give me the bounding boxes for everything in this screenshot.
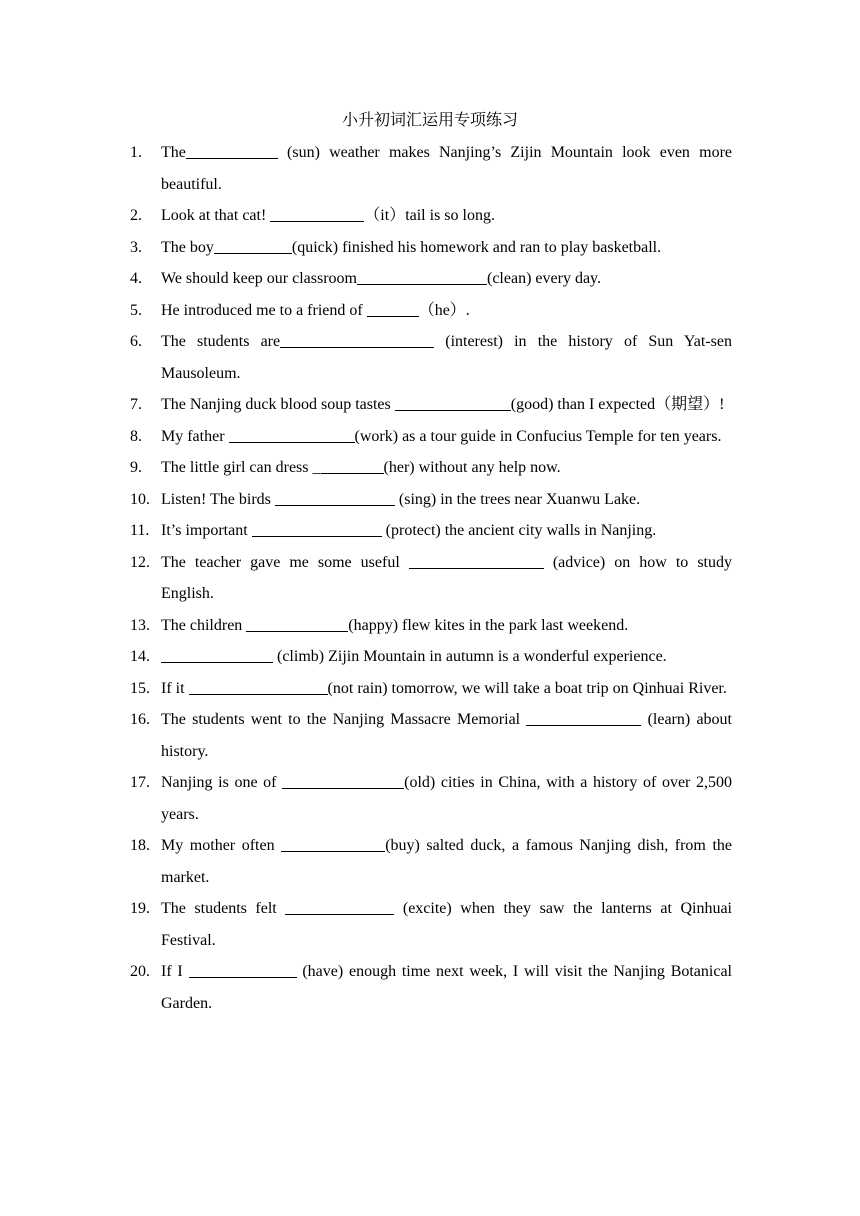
answer-blank: [275, 488, 395, 506]
item-text-before: Nanjing is one of: [161, 774, 283, 791]
item-number: 14.: [130, 648, 150, 665]
item-text-before: We should keep our classroom: [161, 270, 357, 287]
item-text-after: (excite) when they saw the lanterns at Qinhuai Festival.: [161, 900, 732, 949]
item-text-after: (clean) every day.: [487, 270, 601, 287]
exercise-item-18: [0, 830, 732, 893]
exercise-item-7: [0, 389, 732, 421]
answer-blank: [214, 236, 292, 254]
exercise-item-1: [0, 137, 732, 200]
exercise-item-6: [0, 326, 732, 389]
item-number: 13.: [130, 616, 150, 634]
item-text-after: （it）tail is so long.: [364, 207, 495, 224]
item-text-before: Look at that cat!: [161, 207, 271, 224]
item-text-after: （he）.: [418, 301, 470, 319]
item-number: 11.: [130, 522, 150, 539]
item-text-before: The little girl can dress _: [161, 459, 321, 476]
item-number: 2.: [130, 207, 142, 224]
page-title: 小升初词汇运用专项练习: [341, 110, 518, 129]
exercise-item-17: [0, 767, 732, 830]
item-text-before: The students went to the Nanjing Massacre Memorial: [161, 711, 527, 728]
item-number: 10.: [130, 490, 150, 508]
answer-blank: [229, 425, 355, 443]
item-text-before: The students felt: [161, 900, 286, 917]
item-text-before: He introduced me to a friend of: [161, 301, 367, 319]
item-text-after: (interest) in the history of Sun Yat-sen Mausoleum.: [161, 333, 732, 382]
item-text-after: (good) than I expected（期望）!: [510, 396, 725, 413]
item-number: 18.: [130, 837, 150, 854]
answer-blank: [189, 960, 297, 978]
item-text-before: My mother often: [161, 837, 282, 854]
exercise-item-12: [0, 547, 732, 610]
item-text-after: (her) without any help now.: [383, 459, 561, 476]
item-text-before: The children: [161, 616, 247, 634]
item-number: 17.: [130, 774, 150, 791]
answer-blank: [395, 393, 511, 411]
answer-blank: [285, 897, 394, 915]
item-text-after: (protect) the ancient city walls in Nanjing.: [381, 522, 657, 539]
item-text-before: The students are: [161, 333, 281, 350]
answer-blank: [357, 267, 487, 285]
exercise-item-16: [0, 704, 732, 767]
item-text-before: The Nanjing duck blood soup tastes: [161, 396, 395, 413]
item-text-before: If it: [161, 679, 189, 697]
answer-blank: [189, 677, 328, 695]
item-text-after: (have) enough time next week, I will visit the Nanjing Botanical Garden.: [161, 963, 733, 1012]
item-number: 12.: [130, 553, 150, 571]
answer-blank: [186, 141, 278, 159]
answer-blank: [246, 614, 348, 632]
answer-blank: [526, 708, 641, 726]
item-number: 5.: [130, 301, 142, 319]
item-number: 3.: [130, 238, 142, 256]
item-text-after: (happy) flew kites in the park last weekend.: [348, 616, 629, 634]
answer-blank: [282, 771, 404, 789]
item-text-after: (sun) weather makes Nanjing’s Zijin Mountain look even more beautiful.: [161, 144, 732, 193]
exercise-item-8: [0, 421, 732, 453]
item-number: 1.: [130, 144, 142, 161]
exercise-item-19: [0, 893, 732, 956]
exercise-item-5: [0, 295, 732, 327]
item-text-after: (advice) on how to study English.: [161, 553, 732, 602]
item-text-before: The: [161, 144, 186, 161]
item-number: 6.: [130, 333, 142, 350]
exercise-item-4: [0, 263, 732, 295]
item-text-after: (work) as a tour guide in Confucius Temple for ten years.: [354, 427, 722, 445]
item-number: 9.: [130, 459, 142, 476]
item-text-before: The teacher gave me some useful: [161, 553, 409, 571]
answer-blank: [367, 299, 419, 317]
exercise-item-2: [0, 200, 732, 232]
item-text-before: My father: [161, 427, 229, 445]
answer-blank: [409, 551, 544, 569]
exercise-item-13: [0, 610, 732, 642]
item-text-before: The boy: [161, 238, 214, 256]
item-number: 20.: [130, 963, 150, 980]
answer-blank: [161, 645, 273, 663]
exercise-list: [0, 137, 860, 1019]
exercise-item-9: [0, 452, 732, 484]
exercise-item-14: [0, 641, 732, 673]
answer-blank: [252, 519, 382, 537]
item-text-after: (buy) salted duck, a famous Nanjing dish, from the market.: [161, 837, 733, 886]
exercise-item-10: [0, 484, 732, 516]
item-text-before: If I: [161, 963, 189, 980]
exercise-item-3: [0, 232, 732, 264]
item-number: 7.: [130, 396, 142, 413]
exercise-item-11: [0, 515, 732, 547]
answer-blank: [321, 456, 384, 474]
item-number: 15.: [130, 679, 150, 697]
item-number: 8.: [130, 427, 142, 445]
answer-blank: [280, 330, 434, 348]
answer-blank: [270, 204, 364, 222]
item-text-after: (quick) finished his homework and ran to play basketball.: [291, 238, 662, 256]
item-text-before: It’s important: [161, 522, 252, 539]
item-number: 4.: [130, 270, 142, 287]
item-text-after: (not rain) tomorrow, we will take a boat trip on Qinhuai River.: [327, 679, 727, 697]
item-text-after: (sing) in the trees near Xuanwu Lake.: [394, 490, 641, 508]
item-text-before: Listen! The birds: [161, 490, 275, 508]
item-number: 16.: [130, 711, 150, 728]
exercise-item-15: [0, 673, 732, 705]
item-text-after: (learn) about history.: [161, 711, 732, 760]
answer-blank: [281, 834, 385, 852]
item-number: 19.: [130, 900, 150, 917]
item-text-after: (old) cities in China, with a history of over 2,500 years.: [161, 774, 733, 823]
item-text-after: (climb) Zijin Mountain in autumn is a wonderful experience.: [273, 648, 667, 665]
exercise-item-20: [0, 956, 732, 1019]
